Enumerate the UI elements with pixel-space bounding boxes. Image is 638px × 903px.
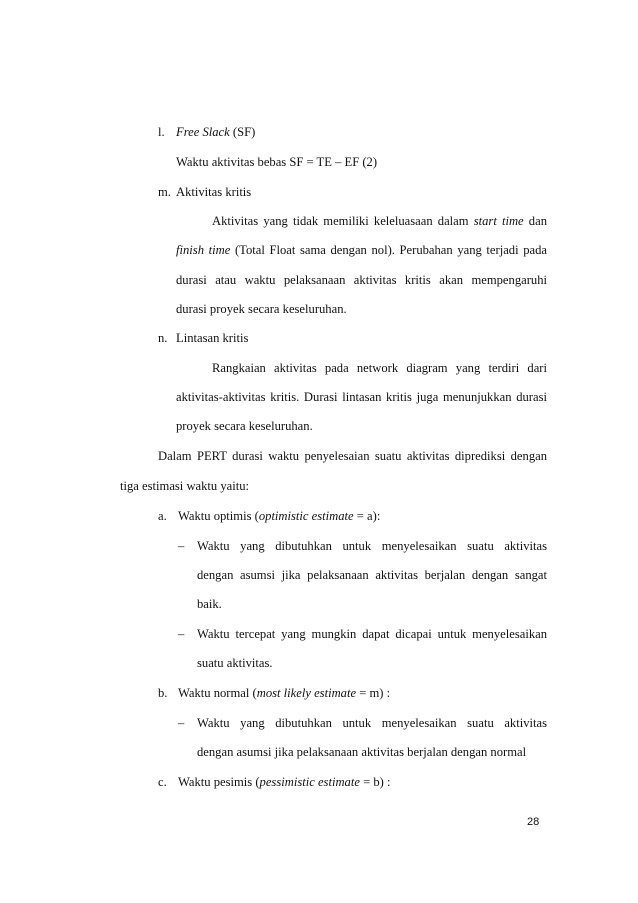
paragraph-line: Rangkaian aktivitas pada network diagram yang terdiri dari	[212, 361, 547, 375]
text-segment: = a):	[353, 509, 381, 523]
text-segment: = m) :	[356, 686, 391, 700]
list-marker-m: m.	[158, 185, 171, 199]
heading-waktu-optimis	[178, 508, 380, 524]
paragraph-line	[212, 213, 547, 229]
list-marker-l: l.	[158, 125, 165, 139]
paragraph-line: Dalam PERT durasi waktu penyelesaian suatu aktivitas diprediksi dengan	[158, 449, 547, 463]
dash-bullet: –	[178, 627, 185, 641]
bullet-line: Waktu yang dibutuhkan untuk menyelesaikan suatu aktivitas	[197, 716, 547, 730]
paragraph-line: durasi atau waktu pelaksanaan aktivitas kritis akan mempengaruhi	[176, 273, 547, 287]
page-number: 28	[527, 816, 540, 828]
list-marker-b: b.	[158, 686, 168, 700]
text-segment: dan	[523, 214, 547, 228]
heading-lintasan-kritis: Lintasan kritis	[176, 331, 249, 345]
bullet-line: dengan asumsi jika pelaksanaan aktivitas berjalan dengan sangat	[197, 568, 547, 582]
heading-aktivitas-kritis: Aktivitas kritis	[176, 185, 252, 199]
dash-bullet: –	[178, 539, 185, 553]
heading-waktu-pesimis	[178, 774, 390, 790]
text-segment: (Total Float sama dengan nol). Perubahan yang terjadi pada	[230, 243, 547, 257]
text-segment: Waktu normal (	[178, 686, 257, 700]
list-marker-a: a.	[158, 509, 167, 523]
heading-free-slack-italic: Free Slack	[176, 125, 230, 139]
text-italic: finish time	[176, 243, 231, 257]
bullet-line: Waktu yang dibutuhkan untuk menyelesaikan suatu aktivitas	[197, 539, 547, 553]
paragraph-line: tiga estimasi waktu yaitu:	[120, 479, 250, 493]
text-italic: start time	[473, 214, 524, 228]
text-segment: Aktivitas yang tidak memiliki keleluasaan dalam	[212, 214, 474, 228]
bullet-line: baik.	[197, 597, 222, 611]
paragraph-line	[176, 242, 547, 258]
list-marker-c: c.	[158, 775, 167, 789]
bullet-line: suatu aktivitas.	[197, 656, 273, 670]
paragraph-line: proyek secara keseluruhan.	[176, 419, 313, 433]
text-segment: Waktu optimis (	[178, 509, 259, 523]
text-italic: most likely estimate	[256, 686, 357, 700]
list-marker-n: n.	[158, 331, 168, 345]
dash-bullet: –	[178, 716, 185, 730]
bullet-line: dengan asumsi jika pelaksanaan aktivitas berjalan dengan normal	[197, 745, 527, 759]
paragraph-line: durasi proyek secara keseluruhan.	[176, 302, 347, 316]
text-italic: optimistic estimate	[258, 509, 354, 523]
heading-free-slack	[176, 124, 255, 140]
text-segment: = b) :	[359, 775, 391, 789]
text-italic: pessimistic estimate	[259, 775, 360, 789]
text-segment: Waktu pesimis (	[178, 775, 260, 789]
bullet-line: Waktu tercepat yang mungkin dapat dicapai untuk menyelesaikan	[197, 627, 547, 641]
heading-free-slack-rest: (SF)	[229, 125, 256, 139]
paragraph-line: aktivitas-aktivitas kritis. Durasi lintasan kritis juga menunjukkan durasi	[176, 390, 547, 404]
formula-free-slack: Waktu aktivitas bebas SF = TE – EF (2)	[176, 155, 378, 169]
heading-waktu-normal	[178, 685, 390, 701]
